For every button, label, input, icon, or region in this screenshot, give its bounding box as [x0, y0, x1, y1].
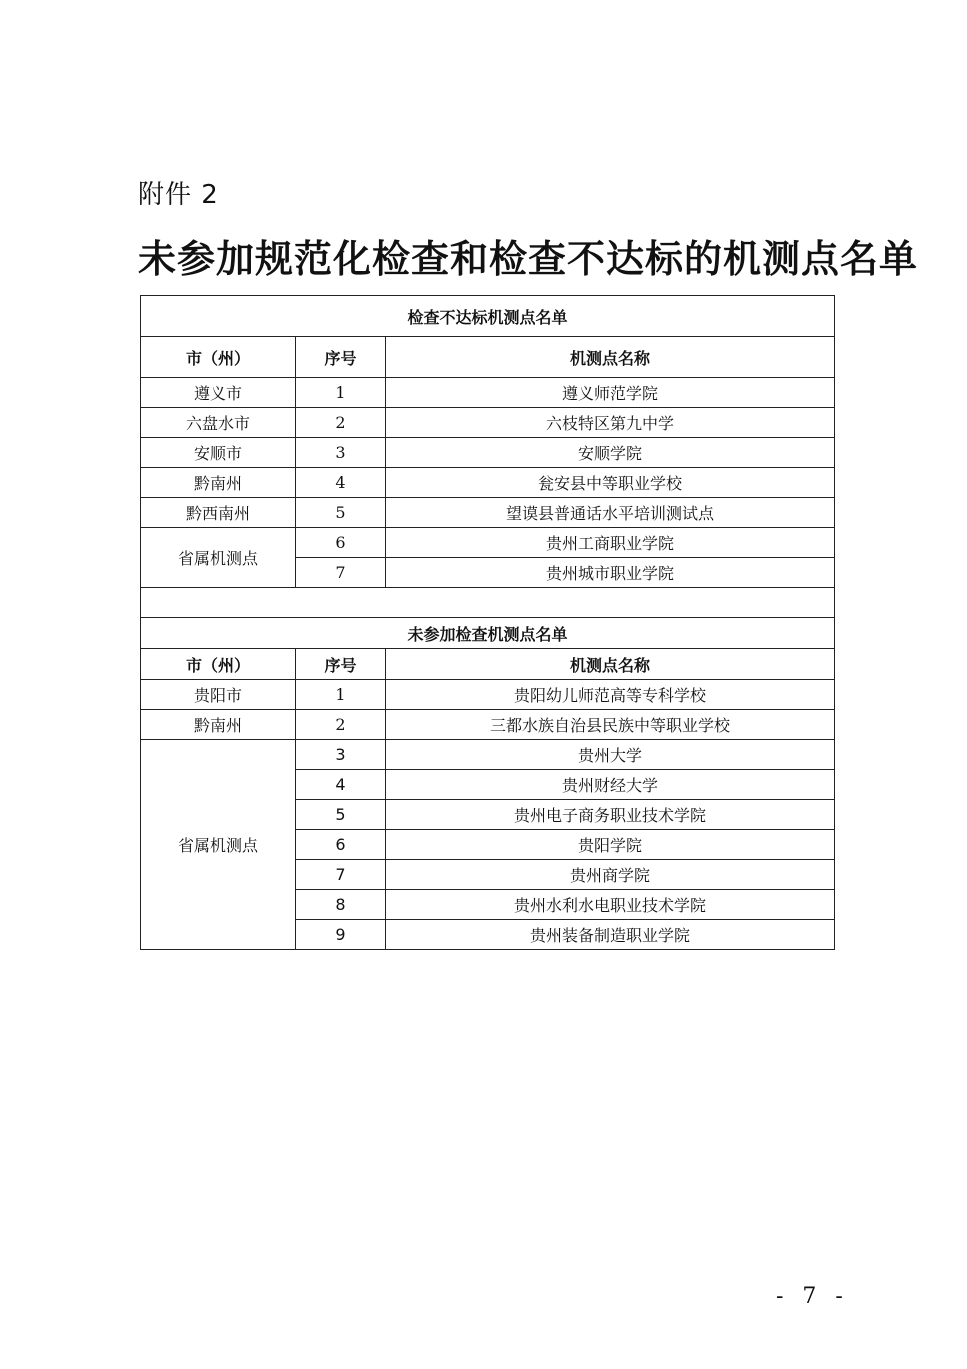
- no-cell: 1: [296, 378, 386, 408]
- header-no: 序号: [296, 337, 386, 378]
- table-row: [141, 378, 835, 408]
- table-row: [141, 680, 835, 710]
- no-cell: 5: [296, 800, 386, 830]
- no-cell: 6: [296, 830, 386, 860]
- table-row: [141, 498, 835, 528]
- no-cell: 8: [296, 890, 386, 920]
- name-cell: 贵阳幼儿师范高等专科学校: [386, 680, 835, 710]
- no-cell: 4: [296, 770, 386, 800]
- name-cell: 贵州大学: [386, 740, 835, 770]
- city-cell: 六盘水市: [141, 408, 296, 438]
- no-cell: 9: [296, 920, 386, 950]
- section1-header-row: [141, 337, 835, 378]
- city-cell: 贵阳市: [141, 680, 296, 710]
- table-row: [141, 468, 835, 498]
- header-city: 市（州）: [141, 337, 296, 378]
- name-cell: 遵义师范学院: [386, 378, 835, 408]
- city-cell: 安顺市: [141, 438, 296, 468]
- attachment-label: 附件 2: [138, 180, 219, 210]
- page-number: - 7 -: [776, 1284, 849, 1309]
- table-row: [141, 528, 835, 558]
- name-cell: 贵州电子商务职业技术学院: [386, 800, 835, 830]
- header-name: 机测点名称: [386, 337, 835, 378]
- header-city: 市（州）: [141, 649, 296, 680]
- name-cell: 贵州装备制造职业学院: [386, 920, 835, 950]
- no-cell: 5: [296, 498, 386, 528]
- no-cell: 7: [296, 558, 386, 588]
- city-cell: 黔南州: [141, 468, 296, 498]
- table-row: [141, 438, 835, 468]
- no-cell: 3: [296, 438, 386, 468]
- city-cell: 省属机测点: [141, 740, 296, 950]
- page-title: 未参加规范化检查和检查不达标的机测点名单: [138, 236, 919, 281]
- table-row: [141, 740, 835, 770]
- section1-title: 检查不达标机测点名单: [141, 296, 835, 337]
- no-cell: 6: [296, 528, 386, 558]
- no-cell: 2: [296, 408, 386, 438]
- name-cell: 贵州商学院: [386, 860, 835, 890]
- header-no: 序号: [296, 649, 386, 680]
- name-cell: 瓮安县中等职业学校: [386, 468, 835, 498]
- no-cell: 1: [296, 680, 386, 710]
- institution-table: [140, 295, 835, 950]
- no-cell: 2: [296, 710, 386, 740]
- section-spacer: [141, 588, 835, 618]
- city-cell: 黔南州: [141, 710, 296, 740]
- name-cell: 安顺学院: [386, 438, 835, 468]
- name-cell: 贵州城市职业学院: [386, 558, 835, 588]
- section2-header-row: [141, 649, 835, 680]
- name-cell: 贵州工商职业学院: [386, 528, 835, 558]
- no-cell: 7: [296, 860, 386, 890]
- name-cell: 六枝特区第九中学: [386, 408, 835, 438]
- name-cell: 贵阳学院: [386, 830, 835, 860]
- section2-title: 未参加检查机测点名单: [141, 618, 835, 649]
- header-name: 机测点名称: [386, 649, 835, 680]
- city-cell: 省属机测点: [141, 528, 296, 588]
- table-row: [141, 710, 835, 740]
- name-cell: 望谟县普通话水平培训测试点: [386, 498, 835, 528]
- no-cell: 4: [296, 468, 386, 498]
- table-row: [141, 408, 835, 438]
- city-cell: 遵义市: [141, 378, 296, 408]
- name-cell: 三都水族自治县民族中等职业学校: [386, 710, 835, 740]
- name-cell: 贵州水利水电职业技术学院: [386, 890, 835, 920]
- city-cell: 黔西南州: [141, 498, 296, 528]
- no-cell: 3: [296, 740, 386, 770]
- name-cell: 贵州财经大学: [386, 770, 835, 800]
